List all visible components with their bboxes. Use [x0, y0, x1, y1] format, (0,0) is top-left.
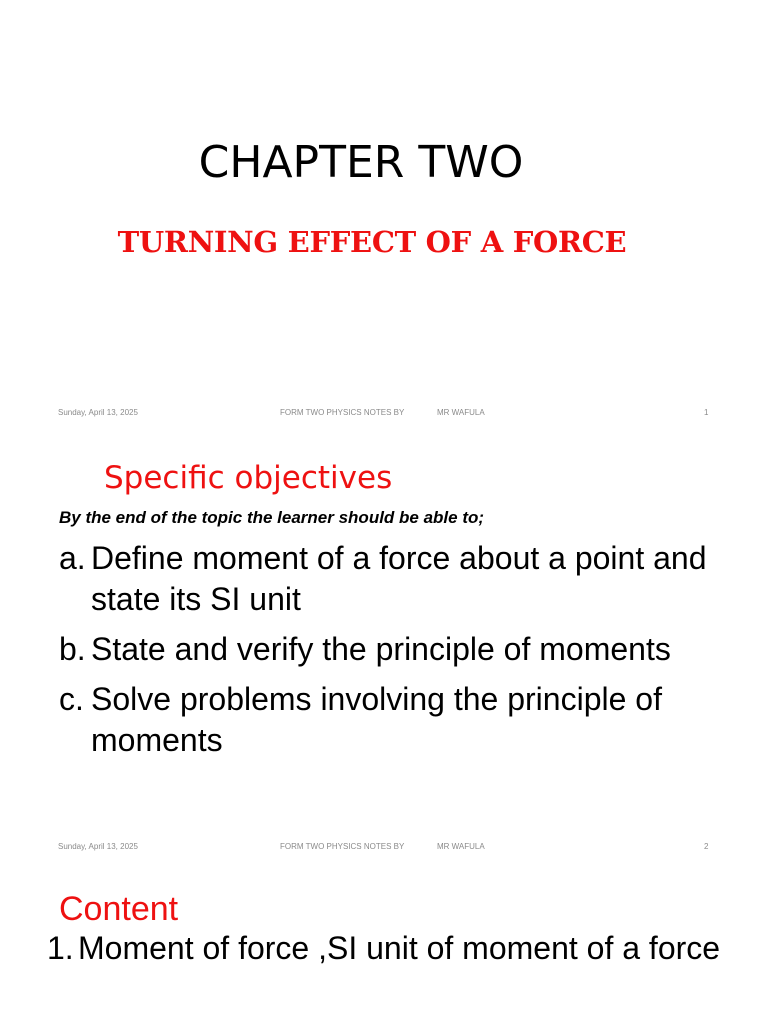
list-item-text: State and verify the principle of moments — [91, 631, 671, 667]
footer-author: MR WAFULA — [437, 842, 485, 851]
slide-1 — [0, 0, 768, 432]
footer-date: Sunday, April 13, 2025 — [58, 842, 138, 851]
list-item-text: Define moment of a force about a point and state its SI unit — [91, 540, 707, 617]
list-marker: c. — [59, 681, 84, 717]
list-marker: a. — [59, 540, 86, 576]
list-marker: b. — [59, 631, 86, 667]
slide-2 — [0, 432, 768, 864]
intro-line: By the end of the topic the learner should be able to; — [59, 508, 485, 527]
chapter-title: CHAPTER TWO — [198, 137, 524, 188]
footer-title: FORM TWO PHYSICS NOTES BY — [280, 408, 405, 417]
list-item-text: Solve problems involving the principle of moments — [91, 681, 662, 758]
list-item-text: Moment of force ,SI unit of moment of a force — [78, 930, 721, 966]
slide-3 — [0, 864, 768, 1024]
list-item — [59, 679, 729, 761]
footer-title: FORM TWO PHYSICS NOTES BY — [280, 842, 405, 851]
chapter-subtitle: TURNING EFFECT OF A FORCE — [117, 225, 627, 259]
list-item — [47, 928, 737, 969]
footer-author: MR WAFULA — [437, 408, 485, 417]
footer-page-number: 2 — [704, 842, 709, 851]
footer-date: Sunday, April 13, 2025 — [58, 408, 138, 417]
section-heading: Specific objectives — [104, 460, 393, 496]
footer-page-number: 1 — [704, 408, 709, 417]
list-marker: 1. — [47, 930, 74, 966]
section-heading: Content — [59, 890, 179, 928]
list-item — [59, 629, 729, 670]
list-item — [59, 538, 729, 620]
objectives-list — [59, 538, 729, 770]
content-list — [47, 928, 737, 969]
